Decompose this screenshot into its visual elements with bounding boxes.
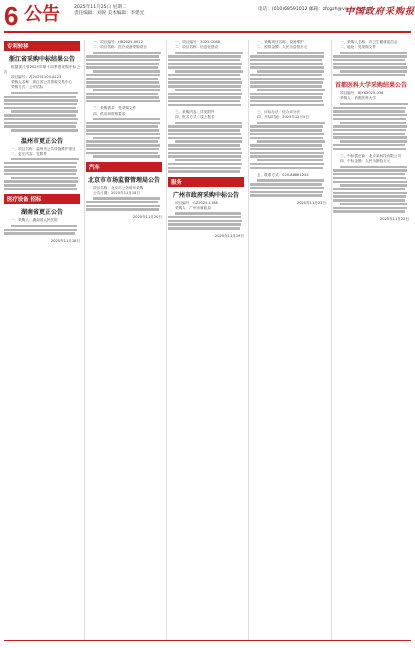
text-line <box>333 199 405 201</box>
text-line <box>4 229 77 231</box>
text-line <box>257 159 323 161</box>
notice-block <box>168 40 244 106</box>
notice-line: 二、更正内容：见附件 <box>11 151 47 156</box>
text-line <box>333 133 405 135</box>
notice-body <box>4 147 80 191</box>
issue-date: 2025年11月25日 星期二 <box>74 5 127 10</box>
text-line <box>4 122 77 124</box>
text-line <box>257 179 324 181</box>
notice-line: 采购人：广州市财政局 <box>175 205 211 210</box>
text-line <box>333 136 407 138</box>
text-line <box>86 148 159 150</box>
notice-title: 北京市市场监督管理局公告 <box>87 176 160 184</box>
text-line <box>250 133 324 135</box>
column-divider <box>248 40 249 640</box>
notice-block <box>333 80 409 150</box>
column-divider <box>331 40 332 640</box>
text-line <box>11 110 78 112</box>
text-line <box>250 183 322 185</box>
text-line <box>168 66 241 68</box>
text-line <box>168 129 240 131</box>
text-line <box>86 63 159 65</box>
text-line <box>168 227 240 229</box>
text-line <box>175 159 241 161</box>
column-3 <box>168 40 244 239</box>
text-line <box>11 92 78 94</box>
notice-line: 二、预算金额：人民币壹佰万元 <box>257 45 308 50</box>
notice-body <box>333 154 409 213</box>
notice-body <box>168 110 244 172</box>
text-line <box>168 148 241 150</box>
notice-line: 项目编号：ZJ20251103-A123 <box>11 75 62 80</box>
text-line <box>168 59 240 61</box>
text-line <box>250 144 322 146</box>
notice-body <box>250 110 326 169</box>
text-line <box>333 195 406 197</box>
column-1 <box>4 40 80 244</box>
notice-block <box>168 110 244 172</box>
text-line <box>250 194 322 196</box>
text-line <box>175 70 243 72</box>
text-line <box>4 180 78 182</box>
text-line <box>168 167 241 169</box>
text-line <box>333 110 405 112</box>
text-line <box>168 223 241 225</box>
footer-rule <box>4 640 411 641</box>
text-line <box>333 210 405 212</box>
text-line <box>168 216 241 218</box>
text-line <box>86 85 160 87</box>
text-line <box>257 70 324 72</box>
text-line <box>86 96 159 98</box>
text-line <box>340 184 407 186</box>
issue-meta <box>74 5 144 17</box>
category-bar: 服务 <box>168 177 244 187</box>
text-line <box>86 55 159 57</box>
text-line <box>11 158 79 160</box>
text-line <box>86 133 160 135</box>
text-line <box>11 177 78 179</box>
text-line <box>93 118 160 120</box>
text-line <box>86 59 160 61</box>
column-divider <box>166 40 167 640</box>
notice-line: 三、采购需求：见采购文件 <box>93 106 137 111</box>
notice-title: 温州市更正公告 <box>20 137 63 145</box>
text-line <box>168 78 241 80</box>
text-line <box>168 74 240 76</box>
text-line <box>340 203 407 205</box>
text-line <box>250 96 322 98</box>
text-line <box>93 155 160 157</box>
notice-body <box>250 40 326 106</box>
text-line <box>4 169 77 171</box>
text-line <box>333 144 405 146</box>
text-line <box>257 89 325 91</box>
text-line <box>168 85 241 87</box>
contact-line: 电话：(010)68591012 邮箱：zfcgzh@vip.sina.com <box>258 7 372 12</box>
masthead <box>0 0 415 40</box>
signature-date: 2025年11月20日 <box>132 214 162 219</box>
text-line <box>4 162 77 164</box>
notice-line: 项目编号：GZ2025-1188 <box>175 200 218 205</box>
text-line <box>333 188 405 190</box>
notice-body <box>86 186 162 211</box>
text-line <box>250 100 323 102</box>
notice-line: 四、中标金额：人民币捌拾万元 <box>340 159 391 164</box>
text-line <box>168 96 241 98</box>
notice-line: 二、地址：见采购文件 <box>340 45 376 50</box>
text-line <box>250 78 324 80</box>
editors: 责任编辑：刘锐 美术编辑：李建光 <box>74 11 145 16</box>
text-line <box>333 181 407 183</box>
text-line <box>333 177 406 179</box>
text-line <box>250 93 323 95</box>
column-divider <box>84 40 85 640</box>
notice-title: 湖南省更正公告 <box>20 209 63 217</box>
text-line <box>86 201 158 203</box>
newspaper-logo: 中国政府采购报 <box>345 7 415 17</box>
text-line <box>4 114 76 116</box>
text-line <box>333 74 405 76</box>
text-line <box>86 140 158 142</box>
notice-line: 一、采购人名称：市卫生健康委员会 <box>340 40 398 44</box>
text-line <box>340 122 406 124</box>
text-line <box>4 188 77 190</box>
text-line <box>168 63 242 65</box>
text-line <box>86 208 159 210</box>
notice-block <box>86 162 162 211</box>
signature-date: 2025年11月18日 <box>50 238 80 243</box>
text-line <box>93 197 160 199</box>
notice-line: 三、采购内容：详见附件 <box>175 110 215 115</box>
text-line <box>340 166 407 168</box>
text-line <box>250 81 323 83</box>
notice-block <box>168 177 244 230</box>
notice-line: 项目名称：北京市公务用车采购 <box>93 185 144 190</box>
text-line <box>250 74 322 76</box>
notice-line: 四、报名方式：线上报名 <box>175 115 215 120</box>
notice-block <box>250 110 326 169</box>
text-line <box>250 152 324 154</box>
text-line <box>86 122 160 124</box>
text-line <box>250 59 322 61</box>
notice-line: 采购方式：公开招标 <box>11 85 44 90</box>
notice-line: 一、采购人：湖南省人民医院 <box>11 218 58 223</box>
text-line <box>168 81 242 83</box>
notice-body <box>250 173 326 197</box>
notice-block <box>86 106 162 157</box>
text-line <box>168 144 240 146</box>
text-line <box>257 140 325 142</box>
notice-block <box>250 173 326 197</box>
notice-body <box>168 40 244 106</box>
text-line <box>93 137 160 139</box>
text-line <box>168 55 241 57</box>
text-line <box>4 125 76 127</box>
notice-block <box>4 194 80 234</box>
notice-line: 公告日期：2025年11月18日 <box>93 190 141 195</box>
text-line <box>168 155 241 157</box>
text-line <box>168 100 240 102</box>
header-rule <box>4 31 411 33</box>
text-line <box>250 167 323 169</box>
notice-body <box>86 106 162 157</box>
notice-line: 采购人名称：浙江省公共资源交易中心 <box>11 80 73 85</box>
text-line <box>333 125 407 127</box>
text-line <box>4 107 76 109</box>
text-line <box>250 137 323 139</box>
text-line <box>340 52 407 54</box>
section-title: 公告 <box>24 4 60 25</box>
notice-line: 一、项目编号：HB2025-0012 <box>93 40 143 44</box>
notice-line: 项目编号：BJYK2025-036 <box>340 91 384 96</box>
signature-date: 2025年11月19日 <box>214 233 244 238</box>
notice-block <box>4 41 80 132</box>
page-number: 6 <box>4 1 19 31</box>
text-line <box>4 96 76 98</box>
notice-body <box>4 218 80 234</box>
text-line <box>4 173 76 175</box>
signature-date: 2025年11月21日 <box>296 200 326 205</box>
text-line <box>333 207 407 209</box>
text-line <box>333 169 407 171</box>
text-line <box>86 81 159 83</box>
text-line <box>168 163 242 165</box>
text-line <box>250 187 324 189</box>
text-line <box>340 70 407 72</box>
text-line <box>250 104 324 106</box>
text-line <box>93 70 160 72</box>
text-line <box>86 74 160 76</box>
text-line <box>250 129 322 131</box>
category-bar: 汽车 <box>86 162 162 172</box>
text-line <box>333 148 406 150</box>
text-line <box>333 114 407 116</box>
text-line <box>4 118 78 120</box>
category-bar: 专利转移 <box>4 41 80 51</box>
text-line <box>86 152 158 154</box>
notice-title: 浙江省采购中标结果公告 <box>8 56 75 63</box>
signature-date: 2025年11月22日 <box>379 216 409 221</box>
text-line <box>250 63 323 65</box>
column-5 <box>333 40 409 222</box>
text-line <box>86 125 158 127</box>
text-line <box>175 140 242 142</box>
text-line <box>250 148 323 150</box>
text-line <box>333 59 405 61</box>
text-line <box>86 93 158 95</box>
text-line <box>250 85 322 87</box>
text-line <box>4 166 76 168</box>
text-line <box>250 125 323 127</box>
text-line <box>175 52 243 54</box>
notice-line: 一、项目名称：温州市公共设施维护项目 <box>11 146 76 151</box>
notice-line: 四、供应商资格要求 <box>93 111 126 116</box>
notice-body <box>4 65 80 132</box>
notice-line: 四、开标时间：2025年12月5日 <box>257 115 309 120</box>
text-line <box>257 52 324 54</box>
text-line <box>86 78 158 80</box>
text-line <box>250 163 324 165</box>
notice-block <box>333 154 409 213</box>
text-line <box>168 220 242 222</box>
notice-line: 二、项目名称：信息化建设 <box>175 45 219 50</box>
notice-body <box>168 201 244 230</box>
text-line <box>333 129 406 131</box>
notice-line: 一、项目编号：2025-C088 <box>175 40 220 44</box>
notice-body <box>86 40 162 102</box>
notice-block <box>333 40 409 76</box>
text-line <box>93 52 161 54</box>
text-line <box>86 144 160 146</box>
notice-line: 根据浙江省2025年第十四季度采购中标公告 <box>4 65 80 75</box>
text-line <box>4 103 77 105</box>
text-line <box>175 89 241 91</box>
text-line <box>340 140 407 142</box>
text-line <box>340 103 408 105</box>
text-line <box>93 89 160 91</box>
text-line <box>333 107 406 109</box>
text-line <box>250 191 323 193</box>
notice-line: 五、联系方式：020-88881234 <box>257 172 309 177</box>
notice-body <box>333 40 409 76</box>
notice-body <box>333 91 409 150</box>
text-line <box>168 170 240 172</box>
column-4 <box>250 40 326 206</box>
notice-line: 三、中标供应商：北京某科技有限公司 <box>340 154 402 159</box>
text-line <box>86 205 160 207</box>
text-line <box>11 225 77 227</box>
text-line <box>86 129 159 131</box>
text-line <box>4 99 78 101</box>
notice-title: 首都医科大学采购结果公告 <box>334 82 407 90</box>
text-line <box>168 152 242 154</box>
notice-block <box>250 40 326 106</box>
text-line <box>86 100 160 102</box>
text-line <box>250 66 324 68</box>
notice-line: 采购人：首都医科大学 <box>340 96 376 101</box>
notice-line: 一、采购项目名称：设备维护 <box>257 40 304 44</box>
text-line <box>175 122 242 124</box>
notice-line: 二、项目名称：医疗设备采购项目 <box>93 45 147 50</box>
text-line <box>175 212 241 214</box>
text-line <box>333 173 405 175</box>
notice-title: 广州市政府采购中标公告 <box>172 191 239 199</box>
text-line <box>250 155 323 157</box>
text-line <box>333 55 407 57</box>
text-line <box>168 104 241 106</box>
column-2 <box>86 40 162 220</box>
text-line <box>333 63 406 65</box>
text-line <box>333 192 407 194</box>
notice-block <box>4 136 80 191</box>
text-line <box>4 184 76 186</box>
text-line <box>168 137 242 139</box>
text-line <box>168 125 242 127</box>
category-bar: 医疗设备 招标 <box>4 194 80 204</box>
text-line <box>168 133 241 135</box>
text-line <box>11 129 78 131</box>
notice-block <box>86 40 162 102</box>
text-line <box>86 66 158 68</box>
text-line <box>333 118 406 120</box>
text-line <box>4 232 75 234</box>
text-line <box>257 122 325 124</box>
text-line <box>333 66 407 68</box>
notice-line: 三、评标办法：综合评分法 <box>257 110 301 115</box>
text-line <box>168 93 242 95</box>
text-line <box>250 55 324 57</box>
